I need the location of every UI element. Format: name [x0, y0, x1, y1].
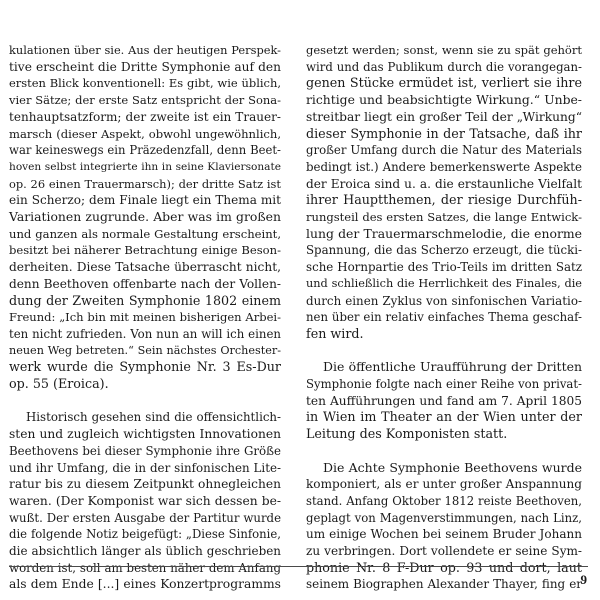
text-line: op. 26 einen Trauermarsch); der dritte Satz ist [9, 176, 281, 191]
text-line: werk wurde die Symphonie Nr. 3 Es-Dur [9, 359, 281, 375]
text-line: ein Scherzo; dem Finale liegt ein Thema mit [9, 193, 281, 208]
text-line: richtige und beabsichtigte Wirkung.“ Unbe- [306, 93, 582, 108]
text-line: stand. Anfang Oktober 1812 reiste Beethoven, [306, 493, 582, 508]
text-line: komponiert, als er unter großer Anspannung [306, 477, 582, 492]
text-line: in Wien im Theater an der Wien unter der [306, 409, 582, 425]
paragraph-gap [306, 343, 582, 360]
text-line: tenhauptsatzform; der zweite ist ein Trauer- [9, 109, 281, 124]
text-line: vier Sätze; der erste Satz entspricht der Sona- [9, 93, 281, 108]
text-line: ten Aufführungen und fand am 7. April 1805 [306, 393, 582, 408]
text-line: hoven selbst integrierte ihn in seine Klaviersonate [9, 160, 281, 173]
text-line: dieser Symphonie in der Tatsache, daß ihr [306, 125, 582, 141]
footer-rule [9, 566, 588, 567]
text-line: durch einen Zyklus von sinfonischen Variatio- [306, 293, 582, 308]
text-line: Die öffentliche Uraufführung der Dritten [323, 359, 582, 375]
text-line: seinem Biographen Alexander Thayer, fing er [306, 577, 582, 592]
text-line: ratur bis zu diesem Zeitpunkt ohnegleichen [9, 477, 281, 492]
text-line: marsch (dieser Aspekt, obwohl ungewöhnlich, [9, 126, 281, 141]
text-line: Freund: „Ich bin mit meinen bisherigen Arbei- [9, 310, 281, 325]
text-line: war keineswegs ein Präzedenzfall, denn Beet- [9, 143, 281, 158]
text-line: Die Achte Symphonie Beethovens wurde [323, 459, 582, 475]
text-line: sten und zugleich wichtigsten Innovationen [9, 427, 281, 442]
text-line: zu verbringen. Dort vollendete er seine Sym- [306, 544, 582, 559]
paragraph-gap [306, 443, 582, 460]
text-line: Symphonie folgte nach einer Reihe von privat- [306, 377, 582, 392]
page-number: 9 [580, 572, 587, 587]
text-line: sche Hornpartie des Trio-Teils im dritten Satz [306, 260, 582, 275]
text-line: wußt. Der ersten Ausgabe der Partitur wurde [9, 510, 281, 525]
right-column [306, 42, 582, 593]
text-line: geplagt von Magenverstimmungen, nach Linz, [306, 510, 582, 525]
text-line: tive erscheint die Dritte Symphonie auf den [9, 59, 281, 74]
text-line: lung der Trauermarschmelodie, die enorme [306, 225, 582, 241]
text-line: phonie Nr. 8 F-Dur op. 93 und dort, laut [306, 559, 582, 575]
text-line: Spannung, die das Scherzo erzeugt, die tücki- [306, 243, 582, 258]
text-line: gesetzt werden; sonst, wenn sie zu spät gehört [306, 43, 582, 57]
text-line: fen wird. [306, 325, 364, 341]
text-line: die absichtlich länger als üblich geschrieben [9, 544, 281, 559]
text-line: waren. (Der Komponist war sich dessen be- [9, 493, 281, 508]
text-line: ersten Blick konventionell: Es gibt, wie üblich, [9, 76, 281, 91]
text-line: op. 55 (Eroica). [9, 376, 109, 392]
paragraph-gap [9, 393, 281, 410]
text-line: rungsteil des ersten Satzes, die lange Entwick- [306, 210, 582, 225]
text-line: und schließlich die Herrlichkeit des Finales, die [306, 276, 582, 290]
text-line: Historisch gesehen sind die offensichtlich- [26, 410, 281, 425]
text-line: genen Stücke ermüdet ist, verliert sie ihre [306, 75, 582, 91]
text-line: Beethovens bei dieser Symphonie ihre Größe [9, 443, 281, 458]
text-line: und ganzen als normale Gestaltung erscheint, [9, 226, 281, 241]
text-line: die folgende Notiz beigefügt: „Diese Sinfonie, [9, 527, 281, 542]
text-line: dung der Zweiten Symphonie 1802 einem [9, 292, 281, 308]
text-line: besitzt bei näherer Betrachtung einige Beson- [9, 243, 281, 258]
text-line: als dem Ende [...] eines Konzertprogramms [9, 577, 281, 592]
text-line: worden ist, soll am besten näher dem Anfang [9, 560, 281, 575]
text-line: um einige Wochen bei seinem Bruder Johann [306, 527, 582, 542]
text-line: bedingt ist.) Andere bemerkenswerte Aspekte [306, 159, 582, 174]
left-column [9, 42, 281, 593]
text-line: derheiten. Diese Tatsache überrascht nicht, [9, 260, 281, 275]
text-line: ihrer Hauptthemen, der riesige Durchfüh- [306, 192, 582, 208]
text-line: ten nicht zufrieden. Von nun an will ich einen [9, 326, 281, 341]
text-line: Variationen zugrunde. Aber was im großen [9, 209, 281, 225]
text-line: wird und das Publikum durch die vorangegan- [306, 59, 582, 74]
text-line: Leitung des Komponisten statt. [306, 426, 508, 442]
text-line: großer Umfang durch die Natur des Materials [306, 143, 582, 158]
text-line: streitbar liegt ein großer Teil der „Wirkung“ [306, 109, 582, 124]
text-line: der Eroica sind u. a. die erstaunliche Vielfalt [306, 176, 582, 191]
text-line: nen über ein relativ einfaches Thema geschaf- [306, 310, 582, 325]
text-line: kulationen über sie. Aus der heutigen Perspek- [9, 43, 281, 57]
text-line: neuen Weg betreten.“ Sein nächstes Orchester- [9, 343, 281, 357]
text-line: denn Beethoven offenbarte nach der Vollen- [9, 276, 281, 291]
text-line: und ihr Umfang, die in der sinfonischen Lite- [9, 460, 281, 475]
